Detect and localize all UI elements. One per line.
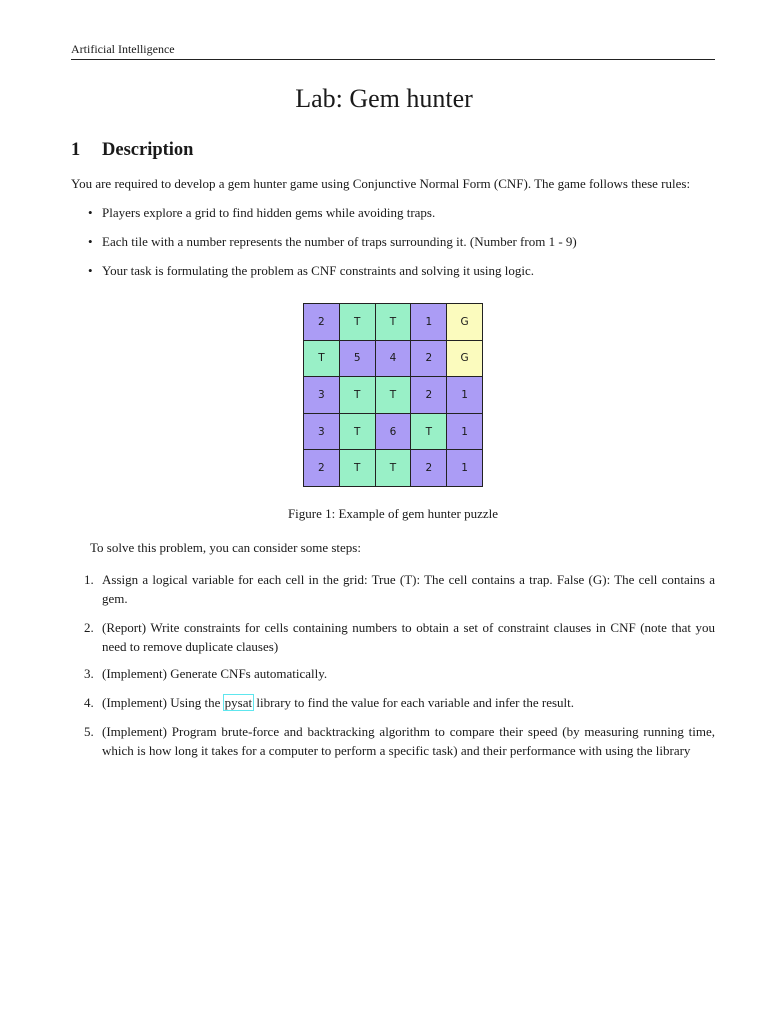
grid-cell: 2 <box>411 377 447 414</box>
section-heading <box>71 140 193 161</box>
steps-intro: To solve this problem, you can consider some steps: <box>90 540 361 555</box>
section-title: Description <box>102 140 194 160</box>
section-number: 1 <box>71 140 81 160</box>
grid-cell: 1 <box>411 304 447 341</box>
grid-cell: T <box>340 304 376 341</box>
step-item <box>84 665 715 684</box>
step-text: (Report) Write constraints for cells containing numbers to obtain a set of constraint clauses in CNF (note that you need to remove duplicate clauses) <box>102 620 715 654</box>
grid-cell: G <box>447 304 483 341</box>
step-number: 1. <box>84 572 94 587</box>
rule-bullet <box>88 234 577 250</box>
grid-cell: 3 <box>304 414 340 451</box>
step-text: Assign a logical variable for each cell in the grid: True (T): The cell contains a trap. False (G): The cell contains a gem. <box>102 572 715 606</box>
grid-cell: 2 <box>304 304 340 341</box>
step-item <box>84 723 715 760</box>
rule-bullet <box>88 205 435 221</box>
step-item <box>84 571 715 608</box>
page-title: Lab: Gem hunter <box>295 84 473 113</box>
grid-cell: T <box>411 414 447 451</box>
step-item <box>84 619 715 656</box>
bullet-icon: • <box>88 234 93 249</box>
step-text: (Implement) Generate CNFs automatically. <box>102 666 328 681</box>
grid-cell: 5 <box>340 341 376 378</box>
bullet-text: Each tile with a number represents the number of traps surrounding it. (Number from 1 - 9) <box>102 234 577 249</box>
step-number: 3. <box>84 666 94 681</box>
grid-cell: T <box>376 450 412 487</box>
step-text <box>102 694 715 713</box>
grid-cell: T <box>340 414 376 451</box>
intro-paragraph: You are required to develop a gem hunter game using Conjunctive Normal Form (CNF). The game follows these rules: <box>71 176 691 191</box>
grid-cell: T <box>340 377 376 414</box>
grid-cell: T <box>376 304 412 341</box>
grid-cell: T <box>376 377 412 414</box>
pysat-link[interactable]: pysat <box>224 695 253 710</box>
grid-cell: 2 <box>304 450 340 487</box>
rule-bullet <box>88 263 534 279</box>
grid-cell: 6 <box>376 414 412 451</box>
bullet-icon: • <box>88 205 93 220</box>
step-number: 4. <box>84 695 94 710</box>
step-number: 5. <box>84 724 94 739</box>
figure-caption: Figure 1: Example of gem hunter puzzle <box>287 506 499 521</box>
bullet-text: Players explore a grid to find hidden gems while avoiding traps. <box>102 205 436 220</box>
grid-cell: G <box>447 341 483 378</box>
bullet-icon: • <box>88 263 93 278</box>
grid-cell: 4 <box>376 341 412 378</box>
step-text: (Implement) Program brute-force and backtracking algorithm to compare their speed (by measuring running time, which is how long it takes for a computer to perform a specific task) and their performance with using the library <box>102 724 715 758</box>
grid-cell: 3 <box>304 377 340 414</box>
running-header <box>71 40 715 60</box>
grid-cell: T <box>304 341 340 378</box>
grid-cell: T <box>340 450 376 487</box>
step-text-before-link: (Implement) Using the <box>102 695 221 710</box>
grid-cell: 1 <box>447 450 483 487</box>
step-number: 2. <box>84 620 94 635</box>
grid-cell: 1 <box>447 377 483 414</box>
bullet-text: Your task is formulating the problem as CNF constraints and solving it using logic. <box>102 263 534 278</box>
grid-cell: 2 <box>411 450 447 487</box>
grid-cell: 1 <box>447 414 483 451</box>
header-title: Artificial Intelligence <box>71 42 175 56</box>
gem-hunter-grid <box>303 303 483 487</box>
step-text-after-link: library to find the value for each variable and infer the result. <box>256 695 575 710</box>
grid-cell: 2 <box>411 341 447 378</box>
step-item <box>84 694 715 713</box>
